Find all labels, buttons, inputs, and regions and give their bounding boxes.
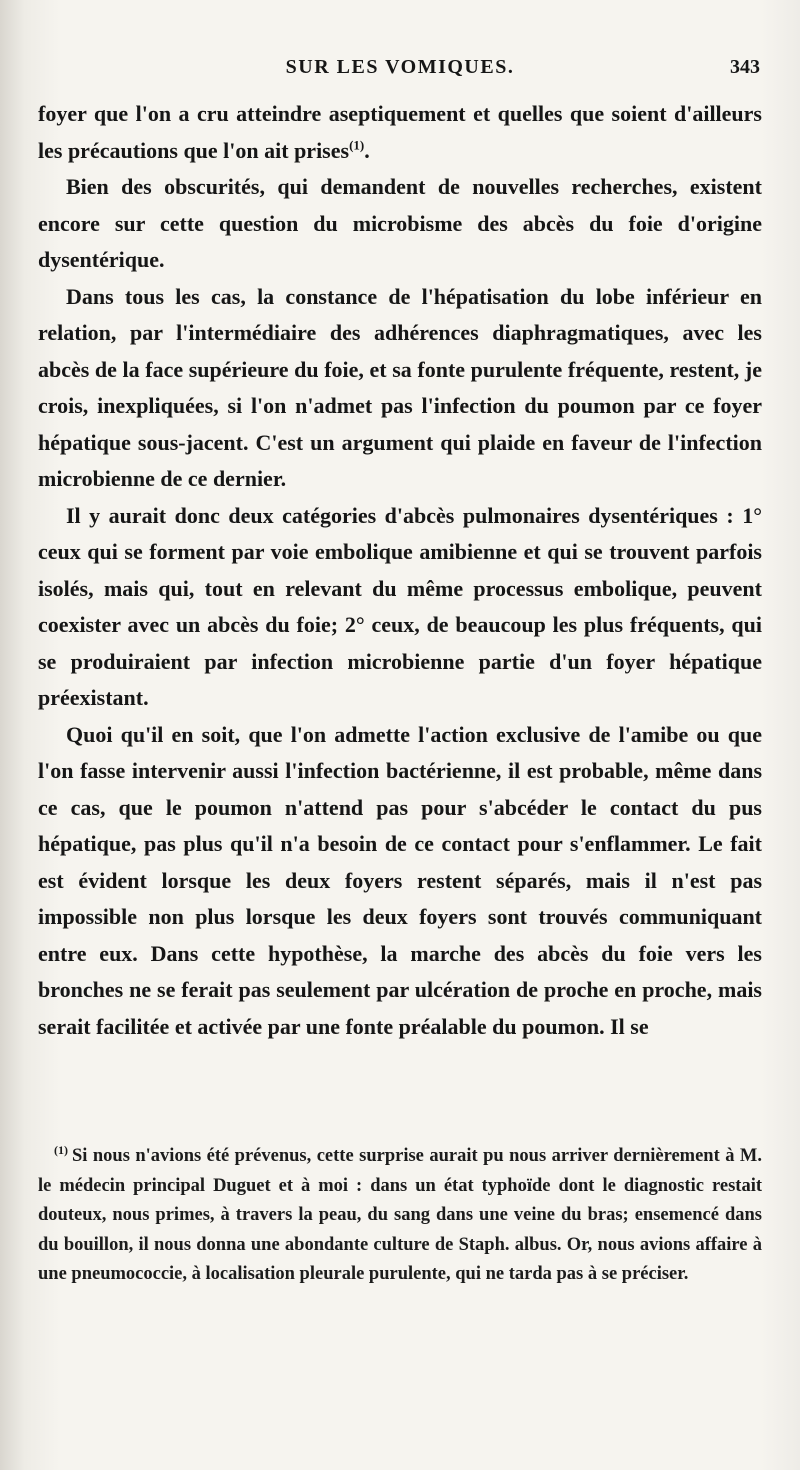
footnote-text: Si nous n'avions été prévenus, cette surprise aurait pu nous arriver dernièrement à M. le médecin principal Duguet et à moi : dans un état typhoïde dont le diagnostic restait douteux, nous primes, à travers la peau, du sang dans une veine du bras; ensemencé dans du bouillon, il nous donna une abondante culture de Staph. albus. Or, nous avions affaire à une pneumococcie, à localisation pleurale purulente, qui ne tarda pas à se préciser. xyxy=(38,1146,762,1285)
paragraph-1 xyxy=(38,96,762,169)
paragraph-3: Dans tous les cas, la constance de l'hépatisation du lobe inférieur en relation, par l'intermédiaire des adhérences diaphragmatiques, avec les abcès de la face supérieure du foie, et sa fonte purulente fréquente, restent, je crois, inexpliquées, si l'on n'admet pas l'infection du poumon par ce foyer hépatique sous-jacent. C'est un argument qui plaide en faveur de l'infection microbienne de ce dernier. xyxy=(38,283,762,491)
page-number: 343 xyxy=(730,56,760,78)
body-text xyxy=(38,96,762,1045)
paragraph-2: Bien des obscurités, qui demandent de nouvelles recherches, existent encore sur cette question du microbisme des abcès du foie d'origine dysentérique. xyxy=(38,174,762,272)
paragraph-5: Quoi qu'il en soit, que l'on admette l'action exclusive de l'amibe ou que l'on fasse intervenir aussi l'infection bactérienne, il est probable, même dans ce cas, que le poumon n'attend pas pour s'abcéder le contact du pus hépatique, pas plus qu'il n'a besoin de ce contact pour s'enflammer. Le fait est évident lorsque les deux foyers restent séparés, mais il n'est pas impossible non plus lorsque les deux foyers sont trouvés communiquant entre eux. Dans cette hypothèse, la marche des abcès du foie vers les bronches ne se ferait pas seulement par ulcération de proche en proche, mais serait facilitée et activée par une fonte préalable du poumon. Il se xyxy=(38,721,762,1039)
page-header xyxy=(38,56,762,90)
footnote-marker: (1) xyxy=(54,1142,68,1157)
paragraph-1-text: foyer que l'on a cru atteindre aseptiquement et quelles que soient d'ailleurs les précautions que l'on ait prises xyxy=(38,101,762,163)
footnote xyxy=(38,1142,762,1290)
footnote-reference[interactable]: (1) xyxy=(349,137,365,153)
paragraph-4: Il y aurait donc deux catégories d'abcès pulmonaires dysentériques : 1° ceux qui se forment par voie embolique amibienne et qui se trouvent parfois isolés, mais qui, tout en relevant du même processus embolique, peuvent coexister avec un abcès du foie; 2° ceux, de beaucoup les plus fréquents, qui se produiraient par infection microbienne partie d'un foyer hépatique préexistant. xyxy=(38,502,762,710)
running-title: SUR LES VOMIQUES. xyxy=(285,56,515,78)
footnote-paragraph xyxy=(38,1142,762,1290)
paragraph-1-end: . xyxy=(364,137,370,163)
